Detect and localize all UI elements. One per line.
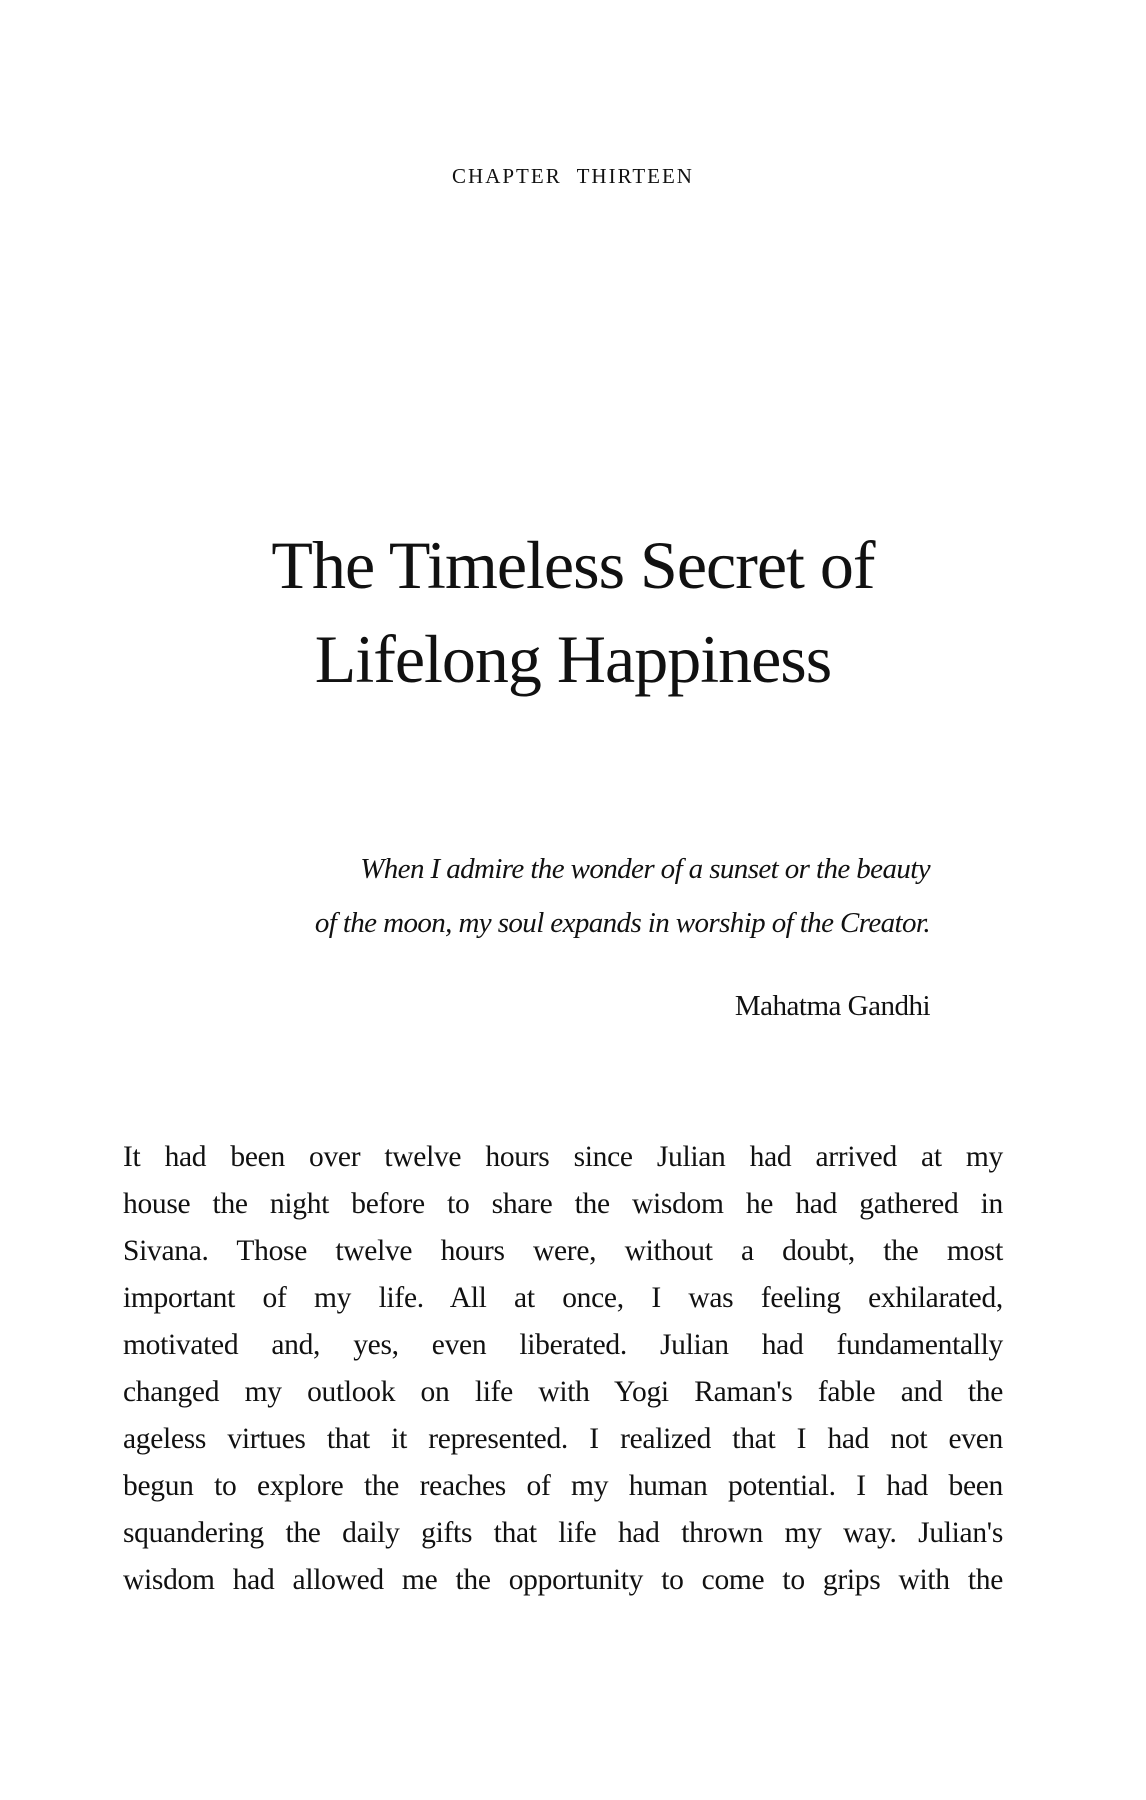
body-line: It had been over twelve hours since Julian had arrived at my bbox=[123, 1141, 1003, 1173]
chapter-title-line-1: The Timeless Secret of bbox=[271, 527, 875, 603]
body-paragraph bbox=[123, 1134, 1003, 1604]
body-line: squandering the daily gifts that life had thrown my way. Julian's bbox=[123, 1517, 1003, 1549]
chapter-title bbox=[0, 518, 1146, 706]
epigraph-line-1: When I admire the wonder of a sunset or the beauty bbox=[360, 853, 930, 885]
body-line: changed my outlook on life with Yogi Raman's fable and the bbox=[123, 1376, 1003, 1408]
body-line: motivated and, yes, even liberated. Julian had fundamentally bbox=[123, 1329, 1003, 1361]
chapter-label: CHAPTER THIRTEEN bbox=[452, 164, 694, 188]
body-line: Sivana. Those twelve hours were, without a doubt, the most bbox=[123, 1235, 1003, 1267]
epigraph-attribution: Mahatma Gandhi bbox=[734, 990, 930, 1022]
epigraph-line-2: of the moon, my soul expands in worship of the Creator. bbox=[314, 907, 930, 939]
body-line: wisdom had allowed me the opportunity to come to grips with the bbox=[123, 1564, 1003, 1596]
body-line: important of my life. All at once, I was feeling exhilarated, bbox=[123, 1282, 1003, 1314]
body-line: begun to explore the reaches of my human potential. I had been bbox=[123, 1470, 1003, 1502]
chapter-title-line-2: Lifelong Happiness bbox=[314, 621, 832, 697]
epigraph-quote bbox=[150, 842, 930, 950]
body-line: ageless virtues that it represented. I realized that I had not even bbox=[123, 1423, 1003, 1455]
body-line: house the night before to share the wisdom he had gathered in bbox=[123, 1188, 1003, 1220]
